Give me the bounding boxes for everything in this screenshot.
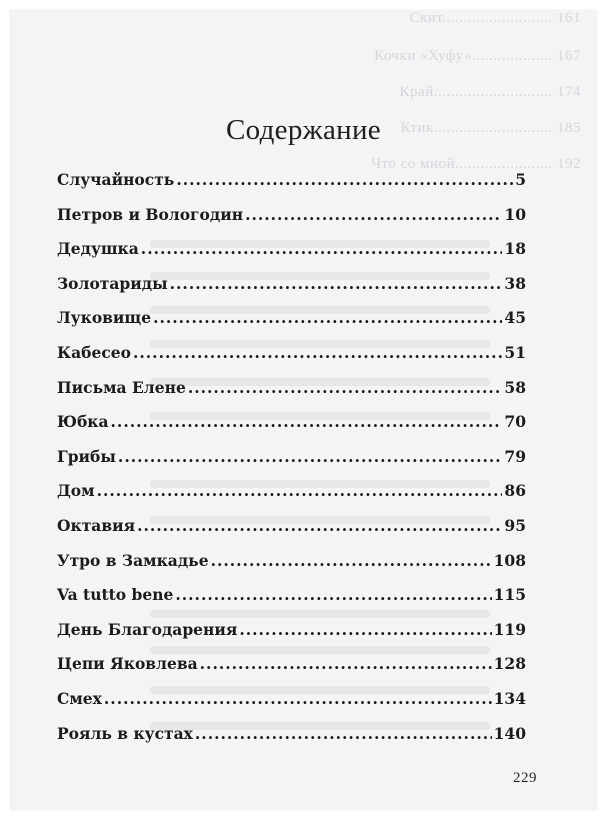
toc-entry-title: Грибы xyxy=(57,446,116,466)
toc-entry xyxy=(57,481,526,516)
toc-dot-leader xyxy=(118,447,503,466)
toc-entry xyxy=(57,447,526,482)
toc-entry-page: 10 xyxy=(504,204,526,224)
toc-entry-title: Золотариды xyxy=(57,273,168,293)
toc-entry-page: 134 xyxy=(493,688,526,708)
toc-entry xyxy=(57,551,526,586)
show-through-line: Ктик............................ 185 xyxy=(400,120,581,136)
show-through-line: Край............................ 174 xyxy=(399,84,581,100)
toc-dot-leader xyxy=(211,551,492,570)
toc-entry xyxy=(57,620,526,655)
toc-entry xyxy=(57,170,526,205)
toc-entry-title: Va tutto bene xyxy=(57,585,174,605)
toc-dot-leader xyxy=(141,239,503,258)
toc-entry-page: 115 xyxy=(493,585,526,605)
toc-entry-title: Рояль в кустах xyxy=(57,723,193,743)
toc-entry xyxy=(57,378,526,413)
toc-entry xyxy=(57,654,526,689)
toc-entry xyxy=(57,343,526,378)
toc-dot-leader xyxy=(137,516,502,535)
page-title: Содержание xyxy=(226,114,381,147)
toc-dot-leader xyxy=(133,343,502,362)
show-through-line: Что со мной....................... 192 xyxy=(371,156,581,172)
toc-entry-title: Кабесео xyxy=(57,342,131,362)
table-of-contents xyxy=(57,170,526,758)
show-through-line: Скит.......................... 161 xyxy=(409,10,581,26)
toc-dot-leader xyxy=(200,654,492,673)
toc-entry-page: 79 xyxy=(504,446,526,466)
toc-entry-title: Октавия xyxy=(57,515,136,535)
toc-entry-title: Письма Елене xyxy=(57,377,186,397)
book-page xyxy=(10,10,597,810)
toc-dot-leader xyxy=(104,689,492,708)
toc-entry-title: Дедушка xyxy=(57,239,139,259)
page-number: 229 xyxy=(513,770,537,786)
toc-entry-page: 58 xyxy=(504,377,526,397)
toc-entry-title: Утро в Замкадье xyxy=(57,550,209,570)
toc-dot-leader xyxy=(239,620,491,639)
show-through-line: Кочки «Хуфу»................... 167 xyxy=(374,48,581,64)
toc-entry-page: 38 xyxy=(504,273,526,293)
toc-dot-leader xyxy=(195,724,492,743)
toc-entry-title: Случайность xyxy=(57,170,175,189)
toc-entry-page: 119 xyxy=(493,619,526,639)
toc-entry-page: 140 xyxy=(493,723,526,743)
toc-dot-leader xyxy=(188,378,503,397)
toc-entry-page: 108 xyxy=(493,550,526,570)
toc-entry-title: Дом xyxy=(57,481,95,501)
toc-dot-leader xyxy=(170,274,503,293)
toc-dot-leader xyxy=(176,170,513,189)
toc-entry xyxy=(57,516,526,551)
toc-entry-page: 18 xyxy=(504,239,526,259)
toc-entry xyxy=(57,412,526,447)
toc-dot-leader xyxy=(111,412,503,431)
toc-entry xyxy=(57,308,526,343)
toc-dot-leader xyxy=(153,308,502,327)
toc-entry-page: 95 xyxy=(504,515,526,535)
toc-entry-page: 86 xyxy=(504,481,526,501)
toc-dot-leader xyxy=(245,205,502,224)
toc-entry xyxy=(57,724,526,759)
toc-entry xyxy=(57,689,526,724)
toc-dot-leader xyxy=(175,585,491,604)
toc-entry xyxy=(57,585,526,620)
toc-dot-leader xyxy=(97,481,503,500)
toc-entry-title: Петров и Вологодин xyxy=(57,204,244,224)
toc-entry-page: 70 xyxy=(504,412,526,432)
toc-entry-title: Цепи Яковлева xyxy=(57,654,198,674)
toc-entry-title: Смех xyxy=(57,688,102,708)
toc-entry-page: 51 xyxy=(504,342,526,362)
toc-entry-title: Луковище xyxy=(57,308,152,328)
toc-entry xyxy=(57,274,526,309)
toc-entry-page: 128 xyxy=(493,654,526,674)
toc-entry xyxy=(57,239,526,274)
toc-entry-page: 45 xyxy=(504,308,526,328)
toc-entry-title: Юбка xyxy=(57,412,109,432)
toc-entry xyxy=(57,205,526,240)
toc-entry-title: День Благодарения xyxy=(57,619,238,639)
toc-entry-page: 5 xyxy=(515,170,526,189)
